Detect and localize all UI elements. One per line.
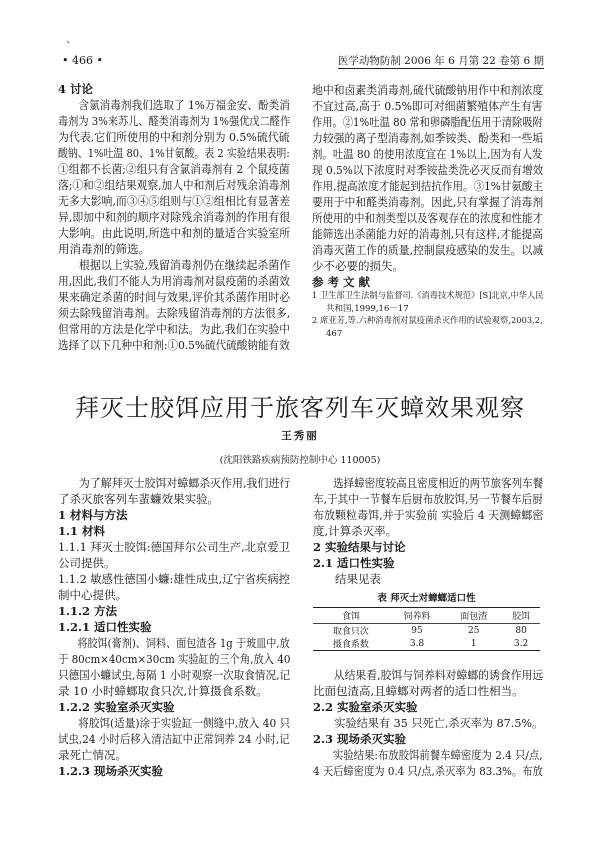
text-line: 为了解拜灭士胶饵对蟑螂杀灭作用,我们进行: [78, 476, 291, 490]
text-line: 毒剂为 3%来苏儿、醛类消毒剂为 1%强优戊二醛作: [58, 114, 291, 128]
table-cell: 80: [515, 625, 527, 636]
section-heading: 参 考 文 献: [312, 275, 371, 289]
text-line: 制中心提供。: [58, 588, 127, 602]
text-line: 度,计算杀灭率。: [313, 524, 398, 538]
text-line: 将胶饵(膏剂)、饲料、面包渣各 1g 于玻皿中,放: [77, 636, 290, 650]
upper-left-column: [58, 81, 290, 353]
article-title: 拜灭士胶饵应用于旅客列车灭蟑效果观察: [75, 394, 525, 422]
table-cell: 摄食系数: [332, 640, 369, 650]
text-line: 落;①和②组结果观察,加人中和剂后对残余消毒剂: [58, 178, 291, 192]
table-cell: 取食只次: [332, 627, 369, 637]
section-heading: 2 实验结果与讨论: [313, 540, 406, 554]
section-heading: 2.3 现场杀灭实验: [313, 732, 407, 746]
lower-left-column: [58, 475, 290, 779]
text-line: 须去除残留消毒剂。去除残留消毒剂的方法很多,: [58, 306, 291, 320]
text-line: 但常用的方法是化学中和法。为此,我们在实验中: [58, 322, 291, 336]
text-line: 于 80cm×40cm×30cm 实验缸的三个角,放入 40: [58, 652, 291, 666]
section-heading: 1.2.2 实验室杀灭实验: [58, 700, 175, 714]
text-line: 能筛选出杀菌能力好的消毒剂,只有这样,才能提高: [312, 227, 543, 241]
text-line: 录死亡情况。: [58, 748, 127, 762]
article-author: 王秀丽: [281, 430, 319, 442]
text-line: 4 天后蟑密度为 0.4 只/点,杀灭率为 83.3%。布放: [313, 764, 543, 778]
text-line: 1.1.1 拜灭士胶饵:德国拜尔公司生产,北京爱卫: [58, 540, 290, 554]
section-heading: 1.1.2 方法: [58, 604, 118, 618]
section-heading: 2.2 实验室杀灭实验: [313, 700, 418, 714]
text-line: 车,于其中一节餐车后厨布放胶饵,另一节餐车后厨: [313, 492, 543, 506]
text-line: 剂。吐温 80 的使用浓度宜在 1%以上,因为有人发: [312, 147, 543, 161]
section-heading: 1 材料与方法: [58, 508, 128, 522]
text-line: 酸钠、1%吐温 80、1%甘氨酸。表 2 实验结果表明:: [58, 146, 290, 160]
stray-scan-mark: 、: [66, 32, 77, 45]
text-line: 根据以上实验,残留消毒剂仍在继续起杀菌作: [78, 258, 291, 272]
table-header-row: [313, 608, 540, 624]
text-line: 现 0.5%以下浓度时对季铵盐类洗必灭反而有增效: [312, 163, 544, 177]
reference-line: 共和国,1999,16－17: [326, 303, 409, 314]
text-line: 实验结果有 35 只死亡,杀灭率为 87.5%。: [334, 716, 544, 730]
text-line: 录 10 小时蟑螂取食只次,计算摄食系数。: [58, 684, 268, 698]
page-number: • 466 •: [62, 54, 103, 67]
table-header-cell: 胶饵: [502, 608, 540, 624]
text-line: 不宜过高,高于 0.5%即可对细菌繁殖体产生有害: [312, 99, 543, 113]
text-line: 了杀灭旅客列车蜚蠊效果实验。: [58, 492, 219, 506]
text-line: 异,即加中和剂的顺序对除残余消毒剂的作用有很: [58, 210, 291, 224]
text-line: 用,因此,我们不能人为用消毒剂对鼠疫菌的杀菌效: [58, 274, 290, 288]
text-line: 试虫,24 小时后移入清洁缸中正常饲养 24 小时,记: [58, 732, 290, 746]
section-heading: 1.2.1 适口性实验: [58, 620, 152, 634]
text-line: 含氯消毒剂我们选取了 1%万福金安、酚类消: [78, 98, 290, 112]
text-line: 结果见表: [335, 572, 381, 586]
text-line: 比面包渣高,且蟑螂对两者的适口性相当。: [313, 684, 524, 698]
reference-line: 467: [326, 328, 343, 339]
table-cell: 3.8: [409, 638, 425, 649]
text-line: 只德国小蠊试虫,每隔 1 小时观察一次取食情况,记: [58, 668, 291, 682]
text-line: 作用。②1%吐温 80 常和卵磷脂配伍用于清除吸附: [312, 115, 543, 129]
text-line: ①组都不长菌;②组只有含氯消毒剂有 2 个鼠疫菌: [58, 162, 290, 176]
text-line: 力较强的离子型消毒剂,如季铵类、酚类和一些垢: [312, 131, 544, 145]
section-heading: 2.1 适口性实验: [313, 556, 395, 570]
text-line: 地中和卤素类消毒剂,硫代硫酸钠用作中和剂浓度: [312, 83, 544, 97]
text-line: 作用,提高浓度才能起到拮抗作用。③1%甘氨酸主: [312, 179, 543, 193]
text-line: 要用于中和醛类消毒剂。因此,只有掌握了消毒剂: [312, 195, 544, 209]
journal-running-header: 医学动物防制 2006 年 6 月第 22 卷第 6 期: [337, 55, 544, 67]
text-line: 无多大影响,而③④⑤组则与①②组相比有显著差: [58, 194, 291, 208]
text-line: 消毒灭菌工作的质量,控制鼠疫感染的发生。以减: [312, 243, 544, 257]
author-affiliation: (沈阳铁路疾病预防控制中心 110005): [219, 455, 381, 466]
text-line: 布放颗粒毒饵,并于实验前 实验后 4 天测蟑螂密: [313, 508, 544, 522]
section-heading: 1.1 材料: [58, 524, 106, 538]
table-row: [313, 637, 540, 651]
reference-line: 1 卫生部卫生法制与监督司.《消毒技术规范》[S]北京,中华人民: [312, 291, 544, 301]
text-line: 从结果看,胶饵与饲养料对蟑螂的诱食作用远: [333, 668, 544, 682]
table-header-cell: 食饵: [313, 608, 389, 624]
table-cell: 95: [411, 625, 423, 636]
reference-line: 2 席亚芳,等.六种消毒剂对鼠疫菌杀灭作用的试验观察,2003,2,: [312, 316, 543, 326]
text-line: 用消毒剂的筛选。: [58, 242, 150, 256]
text-line: 果来确定杀菌的时间与效果,评价其杀菌作用时必: [58, 290, 291, 304]
text-line: 大影响。由此说明,所选中和剂的量适合实验室所: [58, 226, 291, 240]
lower-right-column-top: [313, 475, 543, 587]
text-line: 所使用的中和剂类型以及客观存在的浓度和性能才: [312, 211, 543, 225]
section-heading: 4 讨论: [58, 82, 94, 96]
section-heading: 1.2.3 现场杀灭实验: [58, 764, 164, 778]
text-line: 为代表,它们所使用的中和剂分别为 0.5%硫代硫: [58, 130, 290, 144]
text-line: 选择了以下几种中和剂:①0.5%硫代硫酸钠能有效: [58, 338, 290, 352]
text-line: 1.1.2 敏感性德国小蠊:雄性成虫,辽宁省疾病控: [58, 572, 290, 586]
text-line: 少不必要的损失。: [312, 259, 404, 273]
text-line: 实验结果:布放胶饵前餐车蟑密度为 2.4 只/点,: [332, 748, 543, 762]
table-header-cell: 面包渣: [445, 608, 502, 624]
upper-right-column: [312, 82, 543, 290]
text-line: 选择蟑密度较高且密度相近的两节旅客列车餐: [333, 476, 544, 490]
reference-list: [312, 290, 543, 340]
table-cell: 25: [468, 625, 480, 636]
table-cell: 1: [470, 638, 477, 649]
lower-right-column-bottom: [313, 667, 543, 779]
table-caption: 表 拜灭士对蟑螂适口性: [377, 593, 476, 604]
text-line: 将胶饵(适量)涂于实验缸一侧缝中,放入 40 只: [78, 716, 291, 730]
table-cell: 3.2: [513, 638, 529, 649]
text-line: 公司提供。: [58, 556, 116, 570]
palatability-table: [313, 607, 540, 651]
table-row: [313, 624, 540, 638]
table-header-cell: 饲养料: [389, 608, 446, 624]
